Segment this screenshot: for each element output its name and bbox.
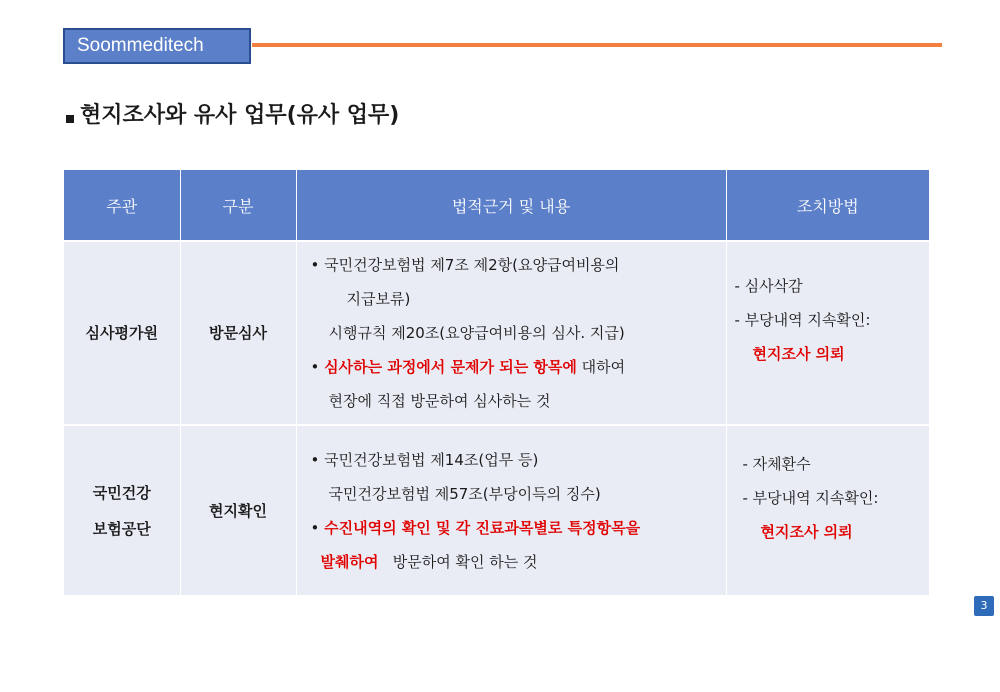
org-cell (64, 241, 180, 425)
basis-line (311, 350, 726, 384)
highlight-text: 심사하는 과정에서 문제가 되는 항목에 (324, 358, 577, 376)
table-row (64, 425, 929, 595)
header-cell-org: 주관 (64, 170, 180, 241)
header-cell-basis: 법적근거 및 내용 (296, 170, 726, 241)
square-bullet-icon (66, 115, 74, 123)
basis-cell (296, 241, 726, 425)
bullet-dot-icon: • (310, 358, 320, 376)
brand-label: Soommeditech (63, 28, 251, 64)
action-line: - 자체환수 (742, 454, 811, 473)
type-cell: 방문심사 (180, 241, 296, 425)
basis-line: • 국민건강보험법 제14조(업무 등) (310, 450, 539, 469)
basis-line: 국민건강보험법 제57조(부당이득의 징수) (328, 484, 601, 503)
page-title-text: 현지조사와 유사 업무(유사 업무) (80, 103, 400, 128)
org-name-line: 국민건강 (92, 483, 151, 502)
table-row (64, 241, 929, 425)
basis-line (311, 511, 726, 545)
basis-line: 시행규칙 제20조(요양급여비용의 심사. 지급) (328, 324, 625, 342)
header-divider-line (252, 43, 942, 47)
action-cell (726, 241, 929, 425)
basis-line: • 국민건강보험법 제7조 제2항(요양급여비용의 (310, 256, 620, 274)
comparison-table (64, 170, 929, 595)
action-line: - 부당내역 지속확인: (734, 311, 871, 329)
org-name-line: 심사평가원 (85, 324, 158, 342)
header-cell-action: 조치방법 (726, 170, 929, 241)
type-cell: 현지확인 (180, 425, 296, 595)
action-line: - 부당내역 지속확인: (742, 488, 879, 507)
org-name-line: 보험공단 (92, 519, 151, 538)
table-header-row (64, 170, 929, 241)
action-highlight: 현지조사 의뢰 (760, 522, 853, 541)
org-cell (64, 425, 180, 595)
basis-text: 방문하여 확인 하는 것 (378, 552, 538, 571)
basis-line: 지급보류) (346, 290, 411, 308)
action-line: - 심사삭감 (734, 277, 803, 295)
basis-cell (296, 425, 726, 595)
bullet-dot-icon: • (310, 518, 320, 537)
action-cell (726, 425, 929, 595)
highlight-text: 수진내역의 확인 및 각 진료과목별로 특정항목을 (324, 518, 641, 537)
basis-text: 대하여 (576, 358, 626, 376)
basis-line: 현장에 직접 방문하여 심사하는 것 (328, 392, 551, 410)
page-title (66, 98, 399, 129)
header-cell-type: 구분 (180, 170, 296, 241)
highlight-text: 발췌하여 (320, 552, 379, 571)
action-highlight: 현지조사 의뢰 (752, 345, 845, 363)
basis-line (311, 545, 726, 579)
page-number-badge: 3 (974, 596, 994, 616)
